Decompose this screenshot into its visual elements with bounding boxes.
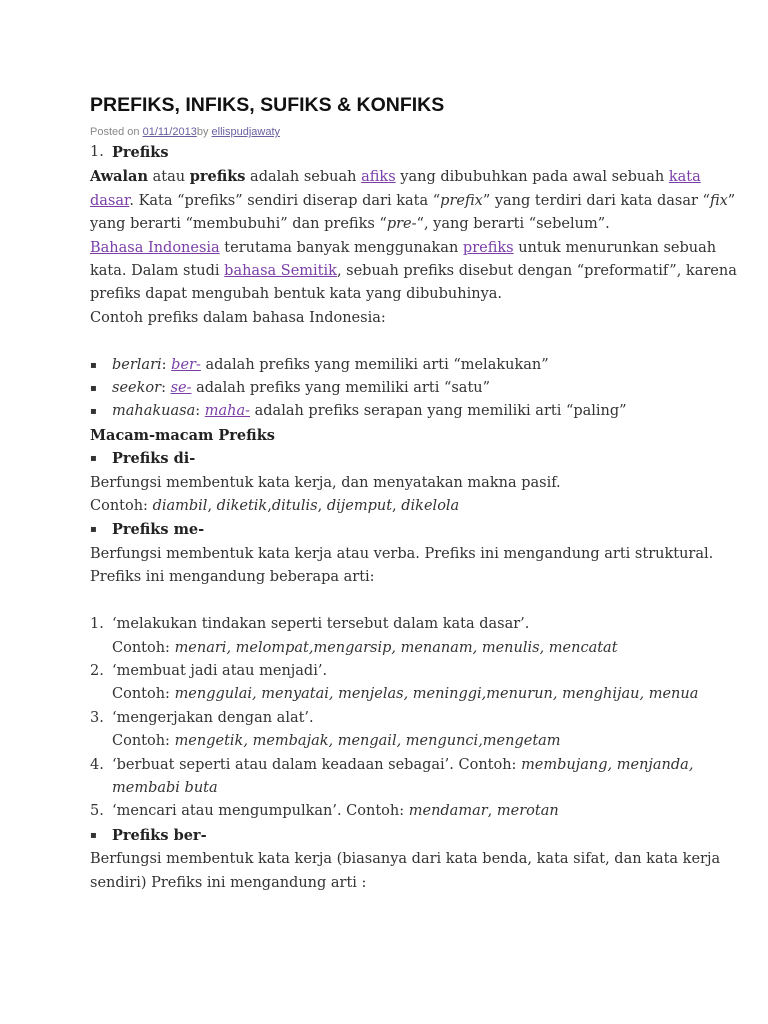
list-item bbox=[90, 377, 690, 400]
text: ” bbox=[727, 192, 736, 209]
section-heading-text: Prefiks bbox=[112, 144, 169, 161]
text: ‘mencari atau mengumpulkan’. Contoh: bbox=[112, 803, 409, 820]
text: ‘mengerjakan dengan alat’. bbox=[112, 709, 314, 726]
post-content bbox=[90, 92, 737, 895]
italic-text: fix bbox=[709, 192, 728, 209]
link-ber[interactable]: ber- bbox=[171, 356, 201, 373]
list-number: 4. bbox=[90, 756, 104, 773]
bold-text: Prefiks ber- bbox=[112, 826, 207, 844]
italic-text: menggulai, menyatai, menjelas, meninggi,menurun, menghijau, menua bbox=[174, 686, 699, 703]
link-kata-dasar-cont[interactable]: dasar bbox=[90, 192, 130, 209]
subheading-prefiks-me bbox=[90, 518, 690, 542]
spacer bbox=[90, 590, 690, 613]
text: : bbox=[161, 356, 172, 373]
text: untuk menurunkan sebuah bbox=[513, 239, 717, 256]
text: adalah prefiks serapan yang memiliki arti “paling” bbox=[250, 403, 627, 420]
text: yang dibubuhkan pada awal sebuah bbox=[395, 169, 669, 186]
bullet-icon: ▪ bbox=[90, 406, 97, 418]
text: atau bbox=[148, 169, 190, 186]
italic-text: dikelola bbox=[401, 498, 460, 515]
spacer bbox=[90, 330, 690, 353]
list-number: 5. bbox=[90, 803, 104, 820]
list-item bbox=[90, 707, 690, 730]
text: , sebuah prefiks disebut dengan “preformatif”, karena bbox=[336, 263, 737, 280]
text: , bbox=[207, 498, 217, 515]
list-item bbox=[90, 354, 690, 377]
italic-text: dijemput bbox=[326, 498, 393, 515]
italic-text: diketik bbox=[216, 498, 268, 515]
text: Contoh: bbox=[90, 498, 153, 515]
text: Contoh: bbox=[112, 686, 175, 703]
text: ” yang terdiri dari kata dasar “ bbox=[482, 192, 710, 209]
text: : bbox=[195, 403, 205, 420]
text: , bbox=[392, 498, 402, 515]
link-se[interactable]: se- bbox=[170, 380, 192, 397]
list-item bbox=[90, 613, 690, 636]
list-item bbox=[90, 660, 690, 683]
list-number: 1. bbox=[90, 616, 104, 633]
text: Contoh: bbox=[112, 733, 175, 750]
italic-text: menari, melompat,mengarsip, menanam, menulis, mencatat bbox=[174, 639, 618, 656]
subheading-prefiks-ber bbox=[90, 824, 690, 848]
text: Contoh: bbox=[112, 639, 175, 656]
italic-text: pre- bbox=[386, 216, 417, 233]
italic-text: merotan bbox=[496, 803, 559, 820]
italic-text: mendamar bbox=[408, 803, 488, 820]
text: , bbox=[317, 498, 327, 515]
by-label: by bbox=[196, 126, 212, 138]
post-date-link[interactable]: 01/11/2013 bbox=[142, 126, 197, 138]
italic-text: mengetik, membajak, mengail, mengunci,mengetam bbox=[174, 733, 561, 750]
text: terutama banyak menggunakan bbox=[219, 239, 463, 256]
paragraph-line bbox=[90, 260, 737, 283]
post-meta bbox=[90, 125, 690, 139]
bullet-icon: ▪ bbox=[90, 524, 97, 536]
paragraph-line: Contoh prefiks dalam bahasa Indonesia: bbox=[90, 309, 386, 326]
list-item bbox=[90, 800, 690, 823]
list-item-example bbox=[90, 683, 699, 706]
list-number: 2. bbox=[90, 662, 104, 679]
text: “, yang berarti “sebelum”. bbox=[416, 216, 610, 233]
bold-text: Awalan bbox=[90, 168, 148, 186]
italic-text: diambil bbox=[152, 498, 208, 515]
text: , bbox=[487, 803, 497, 820]
italic-text: ditulis bbox=[271, 498, 318, 515]
list-number: 3. bbox=[90, 709, 104, 726]
list-item-example bbox=[90, 730, 690, 753]
text: , bbox=[267, 498, 272, 515]
paragraph-line: Prefiks ini mengandung beberapa arti: bbox=[90, 569, 375, 586]
paragraph-line: sendiri) Prefiks ini mengandung arti : bbox=[90, 874, 367, 891]
paragraph-line: Berfungsi membentuk kata kerja atau verba. Prefiks ini mengandung arti struktural. bbox=[90, 545, 714, 562]
italic-text: membabi buta bbox=[112, 779, 218, 796]
paragraph-line: Berfungsi membentuk kata kerja, dan menyatakan makna pasif. bbox=[90, 474, 561, 491]
subheading-macam-prefiks: Macam-macam Prefiks bbox=[90, 426, 275, 444]
bold-text: Prefiks me- bbox=[112, 521, 205, 539]
list-item bbox=[90, 400, 690, 423]
paragraph-line bbox=[90, 165, 701, 189]
italic-text: membujang, menjanda, bbox=[521, 756, 694, 773]
link-prefiks[interactable]: prefiks bbox=[462, 239, 514, 256]
italic-text: mahakuasa bbox=[112, 403, 196, 420]
link-kata-dasar[interactable]: kata bbox=[668, 169, 701, 186]
text: adalah prefiks yang memiliki arti “satu” bbox=[191, 380, 491, 397]
text: : bbox=[161, 380, 171, 397]
text: kata. Dalam studi bbox=[90, 263, 225, 280]
bold-text: prefiks bbox=[189, 168, 246, 186]
subheading-prefiks-di bbox=[90, 447, 690, 471]
posted-on-label: Posted on bbox=[90, 126, 143, 138]
link-afiks[interactable]: afiks bbox=[361, 169, 396, 186]
paragraph-line bbox=[90, 213, 690, 236]
text: adalah prefiks yang memiliki arti “melakukan” bbox=[200, 356, 549, 373]
text: ‘membuat jadi atau menjadi’. bbox=[112, 662, 328, 679]
bullet-icon: ▪ bbox=[90, 383, 97, 395]
list-item bbox=[90, 754, 694, 777]
link-bahasa-indonesia[interactable]: Bahasa Indonesia bbox=[90, 239, 220, 256]
link-bahasa-semitik[interactable]: bahasa Semitik bbox=[224, 263, 337, 280]
section-number: 1. bbox=[90, 144, 104, 160]
paragraph-line bbox=[90, 237, 717, 260]
bullet-icon: ▪ bbox=[90, 829, 97, 841]
text: . Kata “prefiks” sendiri diserap dari kata “ bbox=[129, 192, 441, 209]
link-maha[interactable]: maha- bbox=[204, 403, 251, 420]
italic-text: berlari bbox=[112, 356, 162, 373]
post-title: PREFIKS, INFIKS, SUFIKS & KONFIKS bbox=[90, 94, 445, 116]
list-item-example bbox=[90, 637, 690, 660]
paragraph-line: prefiks dapat mengubah bentuk kata yang dibubuhinya. bbox=[90, 286, 503, 303]
text: yang berarti “membubuhi” dan prefiks “ bbox=[90, 216, 387, 233]
bullet-icon: ▪ bbox=[90, 453, 97, 465]
list-item-continuation bbox=[90, 777, 690, 800]
paragraph-line bbox=[90, 495, 690, 518]
italic-text: seekor bbox=[112, 380, 162, 397]
paragraph-line: Berfungsi membentuk kata kerja (biasanya dari kata benda, kata sifat, dan kata kerja bbox=[90, 851, 721, 868]
paragraph-line bbox=[90, 190, 736, 213]
italic-text: prefix bbox=[440, 192, 483, 209]
bullet-icon: ▪ bbox=[90, 359, 97, 371]
bold-text: Prefiks di- bbox=[112, 450, 196, 468]
text: ‘melakukan tindakan seperti tersebut dalam kata dasar’. bbox=[112, 616, 530, 633]
section-heading-prefiks bbox=[90, 141, 690, 165]
author-link[interactable]: ellispudjawaty bbox=[211, 126, 281, 138]
text: ‘berbuat seperti atau dalam keadaan sebagai’. Contoh: bbox=[112, 756, 522, 773]
text: adalah sebuah bbox=[245, 169, 362, 186]
